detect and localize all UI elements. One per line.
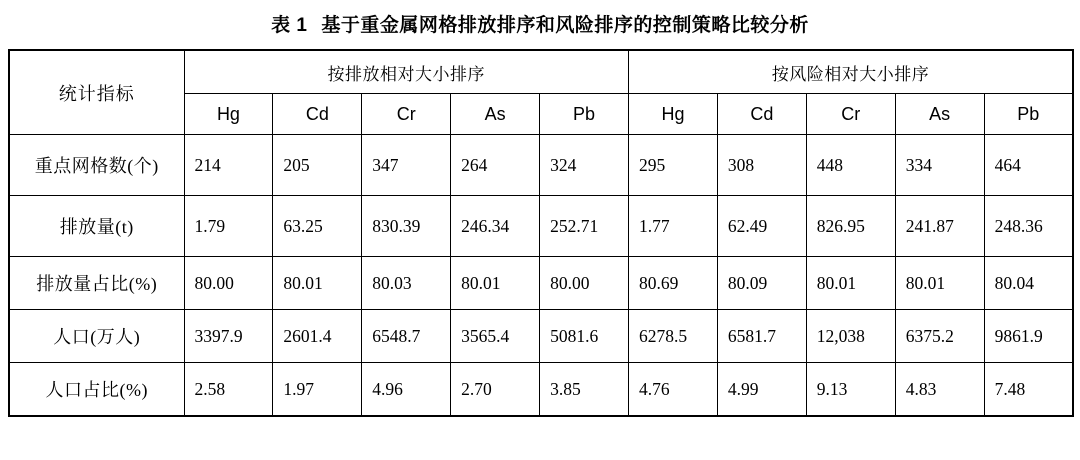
cell-value: 241.87 bbox=[895, 196, 984, 257]
cell-value: 4.96 bbox=[362, 363, 451, 417]
cell-value: 830.39 bbox=[362, 196, 451, 257]
header-metal-emission-cr: Cr bbox=[362, 94, 451, 135]
table-head bbox=[9, 50, 1073, 135]
cell-value: 7.48 bbox=[984, 363, 1073, 417]
cell-value: 4.83 bbox=[895, 363, 984, 417]
cell-value: 80.01 bbox=[273, 257, 362, 310]
cell-value: 12,038 bbox=[806, 310, 895, 363]
table-row bbox=[9, 310, 1073, 363]
cell-value: 295 bbox=[629, 135, 718, 196]
cell-value: 448 bbox=[806, 135, 895, 196]
comparison-table bbox=[8, 49, 1074, 417]
table-row bbox=[9, 196, 1073, 257]
cell-value: 6548.7 bbox=[362, 310, 451, 363]
table-row bbox=[9, 135, 1073, 196]
cell-value: 9861.9 bbox=[984, 310, 1073, 363]
header-metal-risk-hg: Hg bbox=[629, 94, 718, 135]
cell-value: 80.09 bbox=[717, 257, 806, 310]
cell-value: 324 bbox=[540, 135, 629, 196]
table-caption-text: 基于重金属网格排放排序和风险排序的控制策略比较分析 bbox=[321, 15, 809, 36]
cell-value: 4.99 bbox=[717, 363, 806, 417]
table-caption-label: 表 1 bbox=[271, 15, 308, 36]
cell-value: 62.49 bbox=[717, 196, 806, 257]
header-metal-emission-as: As bbox=[451, 94, 540, 135]
cell-value: 3565.4 bbox=[451, 310, 540, 363]
cell-value: 6581.7 bbox=[717, 310, 806, 363]
row-label: 人口占比(%) bbox=[9, 363, 184, 417]
cell-value: 205 bbox=[273, 135, 362, 196]
header-group-emission-order: 按排放相对大小排序 bbox=[184, 50, 629, 94]
cell-value: 4.76 bbox=[629, 363, 718, 417]
cell-value: 334 bbox=[895, 135, 984, 196]
header-metal-emission-pb: Pb bbox=[540, 94, 629, 135]
cell-value: 80.01 bbox=[806, 257, 895, 310]
cell-value: 347 bbox=[362, 135, 451, 196]
table-caption bbox=[0, 0, 1080, 49]
cell-value: 80.03 bbox=[362, 257, 451, 310]
cell-value: 252.71 bbox=[540, 196, 629, 257]
cell-value: 214 bbox=[184, 135, 273, 196]
cell-value: 6375.2 bbox=[895, 310, 984, 363]
table-container bbox=[0, 49, 1080, 417]
cell-value: 63.25 bbox=[273, 196, 362, 257]
table-body bbox=[9, 135, 1073, 417]
header-statistic-indicator: 统计指标 bbox=[9, 50, 184, 135]
cell-value: 464 bbox=[984, 135, 1073, 196]
cell-value: 80.69 bbox=[629, 257, 718, 310]
row-label: 重点网格数(个) bbox=[9, 135, 184, 196]
cell-value: 6278.5 bbox=[629, 310, 718, 363]
cell-value: 2601.4 bbox=[273, 310, 362, 363]
row-label: 人口(万人) bbox=[9, 310, 184, 363]
cell-value: 80.01 bbox=[451, 257, 540, 310]
cell-value: 80.00 bbox=[184, 257, 273, 310]
header-metal-risk-as: As bbox=[895, 94, 984, 135]
cell-value: 80.04 bbox=[984, 257, 1073, 310]
header-metal-risk-cd: Cd bbox=[717, 94, 806, 135]
cell-value: 2.70 bbox=[451, 363, 540, 417]
row-label: 排放量占比(%) bbox=[9, 257, 184, 310]
cell-value: 246.34 bbox=[451, 196, 540, 257]
cell-value: 9.13 bbox=[806, 363, 895, 417]
cell-value: 80.01 bbox=[895, 257, 984, 310]
table-row bbox=[9, 363, 1073, 417]
cell-value: 308 bbox=[717, 135, 806, 196]
header-group-risk-order: 按风险相对大小排序 bbox=[629, 50, 1073, 94]
table-row bbox=[9, 257, 1073, 310]
header-metal-risk-cr: Cr bbox=[806, 94, 895, 135]
cell-value: 248.36 bbox=[984, 196, 1073, 257]
cell-value: 2.58 bbox=[184, 363, 273, 417]
cell-value: 5081.6 bbox=[540, 310, 629, 363]
header-metal-risk-pb: Pb bbox=[984, 94, 1073, 135]
cell-value: 1.77 bbox=[629, 196, 718, 257]
header-metal-emission-hg: Hg bbox=[184, 94, 273, 135]
header-metal-emission-cd: Cd bbox=[273, 94, 362, 135]
table-group-header-row bbox=[9, 50, 1073, 94]
cell-value: 826.95 bbox=[806, 196, 895, 257]
cell-value: 3397.9 bbox=[184, 310, 273, 363]
row-label: 排放量(t) bbox=[9, 196, 184, 257]
cell-value: 264 bbox=[451, 135, 540, 196]
cell-value: 3.85 bbox=[540, 363, 629, 417]
cell-value: 80.00 bbox=[540, 257, 629, 310]
cell-value: 1.79 bbox=[184, 196, 273, 257]
cell-value: 1.97 bbox=[273, 363, 362, 417]
